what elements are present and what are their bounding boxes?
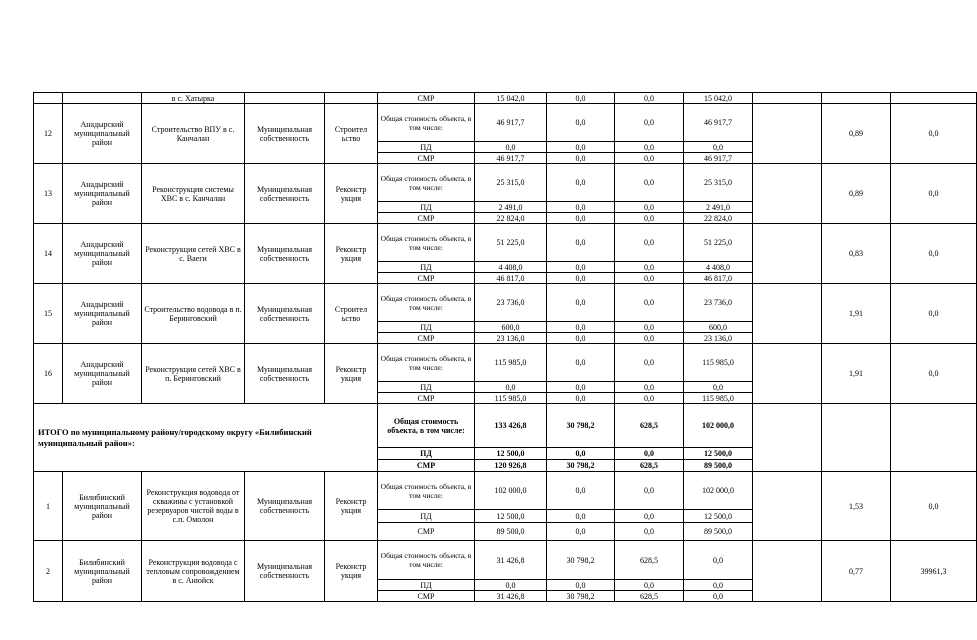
cell-value: 0,0 xyxy=(547,142,615,153)
cell-district: Билибинский муниципальный район xyxy=(63,472,142,541)
cell-value: 0,0 xyxy=(475,580,547,591)
cell-value: 89 500,0 xyxy=(475,523,547,541)
cell-value: 0,0 xyxy=(615,273,684,284)
cell-col-b: 0,0 xyxy=(891,284,977,344)
cell-num: 14 xyxy=(34,224,63,284)
cell-value: 22 824,0 xyxy=(684,213,753,224)
cell-object: Строительство ВПУ в с. Канчалан xyxy=(142,104,245,164)
cell-work-type: Реконстр укция xyxy=(325,472,378,541)
cell-value: 89 500,0 xyxy=(684,523,753,541)
cell-value: 0,0 xyxy=(684,541,753,580)
cell-value: 600,0 xyxy=(684,322,753,333)
cell-value: 46 917,7 xyxy=(684,153,753,164)
cell-num: 15 xyxy=(34,284,63,344)
cell-value: 0,0 xyxy=(547,153,615,164)
cell-value: 30 798,2 xyxy=(547,541,615,580)
cell-value: 12 500,0 xyxy=(475,510,547,523)
cell-value: 0,0 xyxy=(615,224,684,262)
cell-col-a: 1,91 xyxy=(822,284,891,344)
cell-value: 0,0 xyxy=(615,448,684,460)
cell-cost-type: ПД xyxy=(378,448,475,460)
cell-value: 46 917,7 xyxy=(684,104,753,142)
cell-value: 0,0 xyxy=(547,93,615,104)
cell-value: 115 985,0 xyxy=(684,344,753,382)
table-row-project xyxy=(34,164,977,202)
cell-ownership: Муниципальная собственность xyxy=(245,104,325,164)
cell-empty xyxy=(753,541,822,602)
cell-value: 628,5 xyxy=(615,460,684,472)
cell-value: 25 315,0 xyxy=(684,164,753,202)
cell-col-a: 1,91 xyxy=(822,344,891,404)
cell-value: 15 042,0 xyxy=(684,93,753,104)
cell-cost-type: ПД xyxy=(378,202,475,213)
cell-value: 46 817,0 xyxy=(475,273,547,284)
cell-value: 0,0 xyxy=(547,523,615,541)
cell-num: 12 xyxy=(34,104,63,164)
cell-col-a: 0,83 xyxy=(822,224,891,284)
table-row-project xyxy=(34,541,977,580)
cell-value: 12 500,0 xyxy=(475,448,547,460)
cell-cost-type: СМР xyxy=(378,213,475,224)
cell-value: 23 736,0 xyxy=(684,284,753,322)
budget-table-container xyxy=(33,92,977,602)
cell-empty xyxy=(753,164,822,224)
cell-cost-type: Общая стоимость объекта, в том числе: xyxy=(378,541,475,580)
cell-value: 120 926,8 xyxy=(475,460,547,472)
cell-value: 0,0 xyxy=(547,333,615,344)
cell-value: 30 798,2 xyxy=(547,591,615,602)
table-row-project xyxy=(34,344,977,382)
cell-value: 0,0 xyxy=(547,322,615,333)
cell-value: 0,0 xyxy=(684,382,753,393)
cell-value: 0,0 xyxy=(615,472,684,510)
cell-value: 46 917,7 xyxy=(475,104,547,142)
cell-value: 0,0 xyxy=(684,580,753,591)
cell-cost-type: СМР xyxy=(378,523,475,541)
cell-value: 0,0 xyxy=(547,273,615,284)
cell-value: 0,0 xyxy=(615,382,684,393)
cell-empty xyxy=(753,93,822,104)
cell-value: 89 500,0 xyxy=(684,460,753,472)
cell-cost-type: СМР xyxy=(378,591,475,602)
cell-value: 0,0 xyxy=(615,202,684,213)
cell-num: 2 xyxy=(34,541,63,602)
cell-cost-type: Общая стоимость объекта, в том числе: xyxy=(378,164,475,202)
cell-value: 0,0 xyxy=(615,284,684,322)
table-row-carry xyxy=(34,93,977,104)
cell-work-type: Реконстр укция xyxy=(325,224,378,284)
cell-value: 102 000,0 xyxy=(684,472,753,510)
cell-value: 0,0 xyxy=(615,213,684,224)
cell-value: 0,0 xyxy=(547,284,615,322)
cell-empty xyxy=(822,404,891,472)
cell-cost-type: Общая стоимость объекта, в том числе: xyxy=(378,344,475,382)
cell-col-b: 0,0 xyxy=(891,224,977,284)
table-row-project xyxy=(34,104,977,142)
cell-object: Строительство водовода в п. Беринговский xyxy=(142,284,245,344)
cell-value: 31 426,8 xyxy=(475,541,547,580)
cell-empty xyxy=(753,344,822,404)
cell-ownership: Муниципальная собственность xyxy=(245,224,325,284)
cell-num: 16 xyxy=(34,344,63,404)
cell-cost-type: ПД xyxy=(378,142,475,153)
cell-object: Реконструкция сетей ХВС в п. Беринговский xyxy=(142,344,245,404)
cell-value: 0,0 xyxy=(547,382,615,393)
cell-value: 133 426,8 xyxy=(475,404,547,448)
cell-value: 23 136,0 xyxy=(684,333,753,344)
cell-cost-type: Общая стоимость объекта, в том числе: xyxy=(378,404,475,448)
cell-cost-type: ПД xyxy=(378,580,475,591)
cell-value: 0,0 xyxy=(547,472,615,510)
cell-value: 0,0 xyxy=(615,322,684,333)
cell-work-type xyxy=(325,93,378,104)
cell-work-type: Реконстр укция xyxy=(325,344,378,404)
cell-value: 115 985,0 xyxy=(684,393,753,404)
cell-col-a: 0,77 xyxy=(822,541,891,602)
cell-object: Реконструкция системы ХВС в с. Канчалан xyxy=(142,164,245,224)
cell-work-type: Реконстр укция xyxy=(325,541,378,602)
cell-value: 102 000,0 xyxy=(684,404,753,448)
cell-value: 12 500,0 xyxy=(684,510,753,523)
cell-value: 2 491,0 xyxy=(475,202,547,213)
cell-district: Анадырский муниципальный район xyxy=(63,224,142,284)
cell-value: 115 985,0 xyxy=(475,344,547,382)
cell-col-b: 0,0 xyxy=(891,344,977,404)
cell-value: 600,0 xyxy=(475,322,547,333)
cell-object: Реконструкция водовода от скважины с установкой резервуаров чистой воды в с.п. Омолон xyxy=(142,472,245,541)
cell-district: Анадырский муниципальный район xyxy=(63,344,142,404)
cell-value: 0,0 xyxy=(547,510,615,523)
cell-work-type: Строител ьство xyxy=(325,104,378,164)
cell-col-b: 0,0 xyxy=(891,472,977,541)
cell-cost-type: ПД xyxy=(378,262,475,273)
cell-value: 0,0 xyxy=(615,580,684,591)
cell-value: 4 408,0 xyxy=(475,262,547,273)
cell-district: Анадырский муниципальный район xyxy=(63,104,142,164)
cell-value: 30 798,2 xyxy=(547,404,615,448)
cell-value: 0,0 xyxy=(547,104,615,142)
cell-ownership: Муниципальная собственность xyxy=(245,344,325,404)
cell-value: 0,0 xyxy=(547,202,615,213)
cell-value: 115 985,0 xyxy=(475,393,547,404)
cell-value: 0,0 xyxy=(615,393,684,404)
cell-ownership: Муниципальная собственность xyxy=(245,284,325,344)
cell-value: 23 136,0 xyxy=(475,333,547,344)
cell-value: 46 817,0 xyxy=(684,273,753,284)
cell-value: 0,0 xyxy=(684,591,753,602)
cell-empty xyxy=(753,224,822,284)
table-row-project xyxy=(34,224,977,262)
cell-object: Реконструкция сетей ХВС в с. Ваеги xyxy=(142,224,245,284)
cell-empty xyxy=(753,472,822,541)
cell-value: 0,0 xyxy=(547,262,615,273)
cell-ownership xyxy=(245,93,325,104)
cell-value: 0,0 xyxy=(615,164,684,202)
cell-empty xyxy=(753,284,822,344)
budget-table xyxy=(33,92,977,602)
cell-cost-type: Общая стоимость объекта, в том числе: xyxy=(378,104,475,142)
cell-district: Билибинский муниципальный район xyxy=(63,541,142,602)
cell-value: 0,0 xyxy=(615,510,684,523)
cell-cost-type: ПД xyxy=(378,322,475,333)
cell-empty xyxy=(753,404,822,472)
cell-district xyxy=(63,93,142,104)
cell-value: 31 426,8 xyxy=(475,591,547,602)
cell-col-a: 0,89 xyxy=(822,164,891,224)
cell-ownership: Муниципальная собственность xyxy=(245,541,325,602)
cell-value: 23 736,0 xyxy=(475,284,547,322)
cell-cost-type: СМР xyxy=(378,93,475,104)
cell-cost-type: СМР xyxy=(378,460,475,472)
cell-object: Реконструкция водовода с тепловым сопровождением в с. Анюйск xyxy=(142,541,245,602)
cell-value: 0,0 xyxy=(615,262,684,273)
cell-value: 0,0 xyxy=(684,142,753,153)
cell-value: 22 824,0 xyxy=(475,213,547,224)
cell-col-b: 0,0 xyxy=(891,104,977,164)
cell-value: 12 500,0 xyxy=(684,448,753,460)
cell-col-b xyxy=(891,93,977,104)
cell-value: 2 491,0 xyxy=(684,202,753,213)
cell-value: 25 315,0 xyxy=(475,164,547,202)
cell-value: 0,0 xyxy=(615,93,684,104)
cell-col-a: 1,53 xyxy=(822,472,891,541)
cell-value: 51 225,0 xyxy=(684,224,753,262)
cell-cost-type: Общая стоимость объекта, в том числе: xyxy=(378,284,475,322)
cell-value: 0,0 xyxy=(615,333,684,344)
cell-district: Анадырский муниципальный район xyxy=(63,284,142,344)
cell-work-type: Реконстр укция xyxy=(325,164,378,224)
cell-object: в с. Хатырка xyxy=(142,93,245,104)
cell-district: Анадырский муниципальный район xyxy=(63,164,142,224)
cell-ownership: Муниципальная собственность xyxy=(245,472,325,541)
cell-col-a: 0,89 xyxy=(822,104,891,164)
cell-value: 0,0 xyxy=(547,164,615,202)
cell-cost-type: СМР xyxy=(378,333,475,344)
cell-col-b: 39961,3 xyxy=(891,541,977,602)
cell-col-a xyxy=(822,93,891,104)
cell-num xyxy=(34,93,63,104)
cell-cost-type: Общая стоимость объекта, в том числе: xyxy=(378,472,475,510)
cell-value: 15 042,0 xyxy=(475,93,547,104)
cell-col-b: 0,0 xyxy=(891,164,977,224)
cell-value: 0,0 xyxy=(615,142,684,153)
cell-value: 0,0 xyxy=(547,224,615,262)
cell-value: 628,5 xyxy=(615,541,684,580)
cell-value: 0,0 xyxy=(547,213,615,224)
summary-label: ИТОГО по муниципальному району/городскому округу «Билибинский муниципальный район»: xyxy=(34,404,378,472)
cell-work-type: Строител ьство xyxy=(325,284,378,344)
cell-value: 0,0 xyxy=(615,104,684,142)
cell-value: 0,0 xyxy=(615,523,684,541)
cell-value: 0,0 xyxy=(547,393,615,404)
table-row-project xyxy=(34,472,977,510)
cell-value: 51 225,0 xyxy=(475,224,547,262)
cell-value: 102 000,0 xyxy=(475,472,547,510)
cell-cost-type: СМР xyxy=(378,393,475,404)
cell-value: 0,0 xyxy=(547,580,615,591)
cell-value: 628,5 xyxy=(615,591,684,602)
cell-cost-type: ПД xyxy=(378,510,475,523)
cell-value: 0,0 xyxy=(615,344,684,382)
cell-value: 0,0 xyxy=(475,382,547,393)
cell-ownership: Муниципальная собственность xyxy=(245,164,325,224)
cell-value: 4 408,0 xyxy=(684,262,753,273)
cell-cost-type: Общая стоимость объекта, в том числе: xyxy=(378,224,475,262)
cell-cost-type: СМР xyxy=(378,153,475,164)
cell-value: 30 798,2 xyxy=(547,460,615,472)
cell-num: 1 xyxy=(34,472,63,541)
cell-empty xyxy=(753,104,822,164)
table-row-project xyxy=(34,284,977,322)
cell-value: 0,0 xyxy=(475,142,547,153)
table-row-summary xyxy=(34,404,977,448)
cell-value: 0,0 xyxy=(547,448,615,460)
cell-cost-type: СМР xyxy=(378,273,475,284)
cell-num: 13 xyxy=(34,164,63,224)
cell-value: 628,5 xyxy=(615,404,684,448)
cell-value: 46 917,7 xyxy=(475,153,547,164)
cell-value: 0,0 xyxy=(615,153,684,164)
cell-empty xyxy=(891,404,977,472)
cell-value: 0,0 xyxy=(547,344,615,382)
cell-cost-type: ПД xyxy=(378,382,475,393)
